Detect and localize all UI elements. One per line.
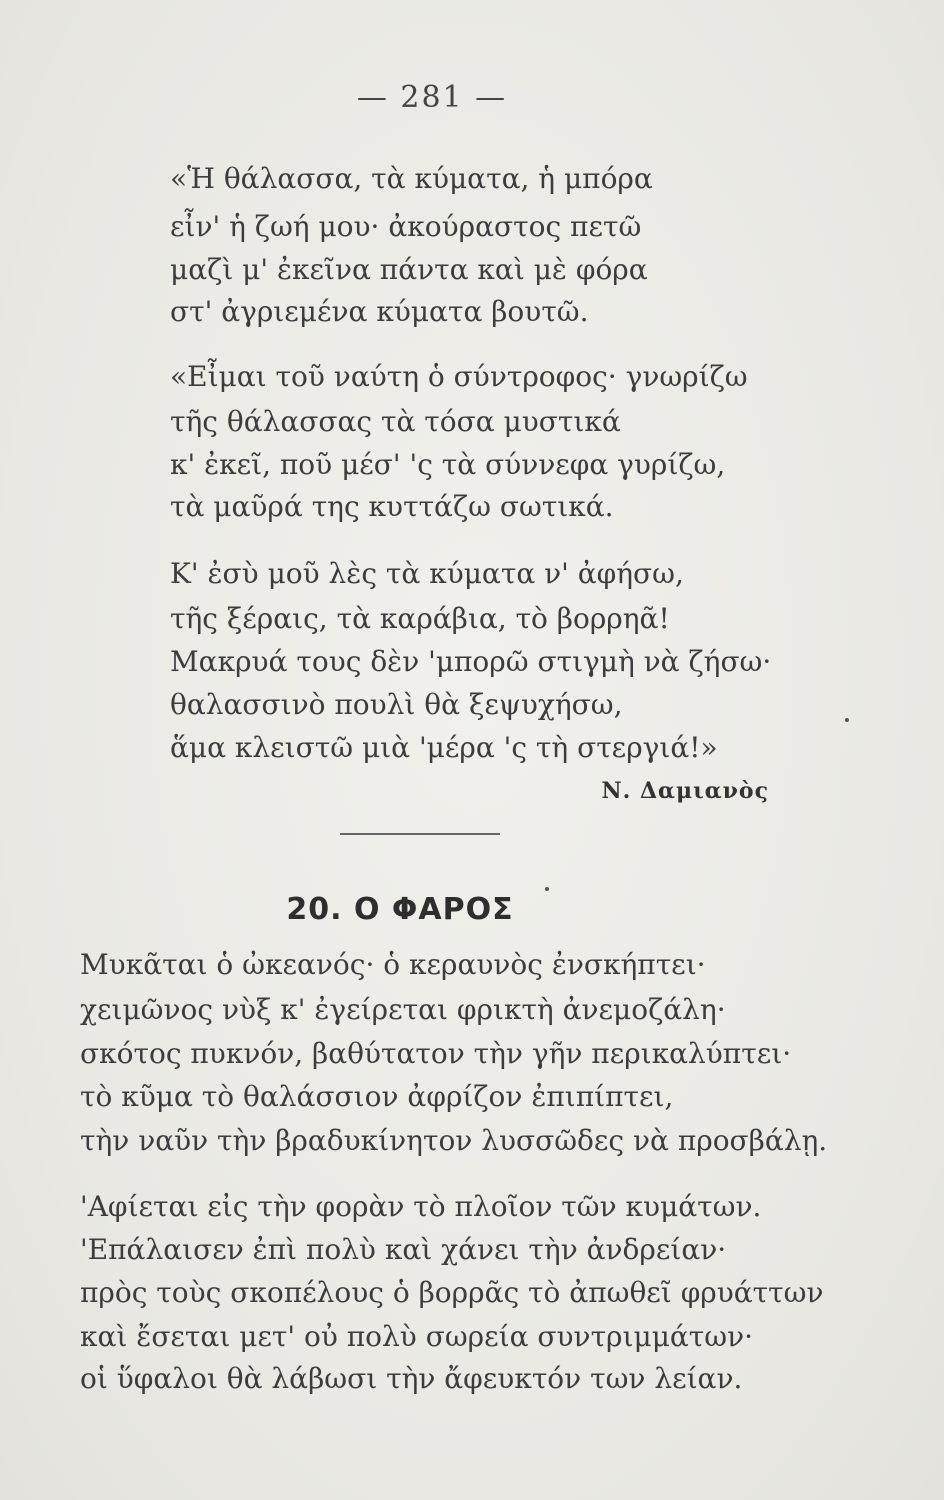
prose-line: σκότος πυκνόν, βαθύτατον τὴν γῆν περικαλύπτει·	[80, 1037, 792, 1070]
poem-line: Μακρυά τους δὲν 'μπορῶ στιγμὴ νὰ ζήσω·	[170, 645, 772, 678]
prose-line: καὶ ἔσεται μετ' οὐ πολὺ σωρεία συντριμμάτων·	[80, 1320, 754, 1353]
poem-line: στ' ἀγριεμένα κύματα βουτῶ.	[170, 295, 589, 328]
prose-line: πρὸς τοὺς σκοπέλους ὁ βορρᾶς τὸ ἀπωθεῖ φρυάττων	[80, 1276, 824, 1309]
poem-line: μαζὶ μ' ἐκεῖνα πάντα καὶ μὲ φόρα	[170, 253, 648, 286]
poem-line: Κ' ἐσὺ μοῦ λὲς τὰ κύματα ν' ἀφήσω,	[170, 557, 684, 590]
prose-line: οἱ ὕφαλοι θὰ λάβωσι τὴν ἄφευκτόν των λείαν.	[80, 1362, 743, 1395]
poem-line: τῆς ξέραις, τὰ καράβια, τὸ βορρηᾶ!	[170, 602, 670, 635]
poem-signature: Ν. Δαμιανὸς	[601, 778, 769, 804]
print-speck	[845, 718, 849, 722]
poem-line: εἶν' ἡ ζωή μου· ἀκούραστος πετῶ	[170, 210, 642, 243]
poem-line: τὰ μαῦρά της κυττάζω σωτικά.	[170, 490, 614, 523]
poem-line: τῆς θάλασσας τὰ τόσα μυστικά	[170, 405, 621, 438]
prose-line: τὸ κῦμα τὸ θαλάσσιον ἀφρίζον ἐπιπίπτει,	[80, 1080, 674, 1113]
poem-line: ἅμα κλειστῶ μιὰ 'μέρα 'ς τὴ στεργιά!»	[170, 731, 718, 764]
poem-line: «Εἶμαι τοῦ ναύτη ὁ σύντροφος· γνωρίζω	[170, 360, 748, 393]
poem-line: θαλασσινὸ πουλὶ θὰ ξεψυχήσω,	[170, 688, 623, 721]
section-heading: 20. Ο ΦΑΡΟΣ	[286, 892, 514, 927]
page-number: — 281 —	[356, 80, 508, 115]
prose-line: 'Αφίεται εἰς τὴν φορὰν τὸ πλοῖον τῶν κυμάτων.	[80, 1190, 762, 1223]
poem-line: «Ἡ θάλασσα, τὰ κύματα, ἡ μπόρα	[170, 162, 653, 195]
section-divider	[340, 833, 500, 835]
prose-line: 'Επάλαισεν ἐπὶ πολὺ καὶ χάνει τὴν ἀνδρείαν·	[80, 1233, 727, 1266]
prose-line: Μυκᾶται ὁ ὠκεανός· ὁ κεραυνὸς ἐνσκήπτει·	[80, 948, 706, 981]
prose-line: χειμῶνος νὺξ κ' ἐγείρεται φρικτὴ ἀνεμοζάλη·	[80, 993, 726, 1026]
print-speck	[545, 887, 549, 891]
prose-line: τὴν ναῦν τὴν βραδυκίνητον λυσσῶδες νὰ προσβάλῃ.	[80, 1124, 828, 1157]
poem-line: κ' ἐκεῖ, ποῦ μέσ' 'ς τὰ σύννεφα γυρίζω,	[170, 448, 726, 481]
